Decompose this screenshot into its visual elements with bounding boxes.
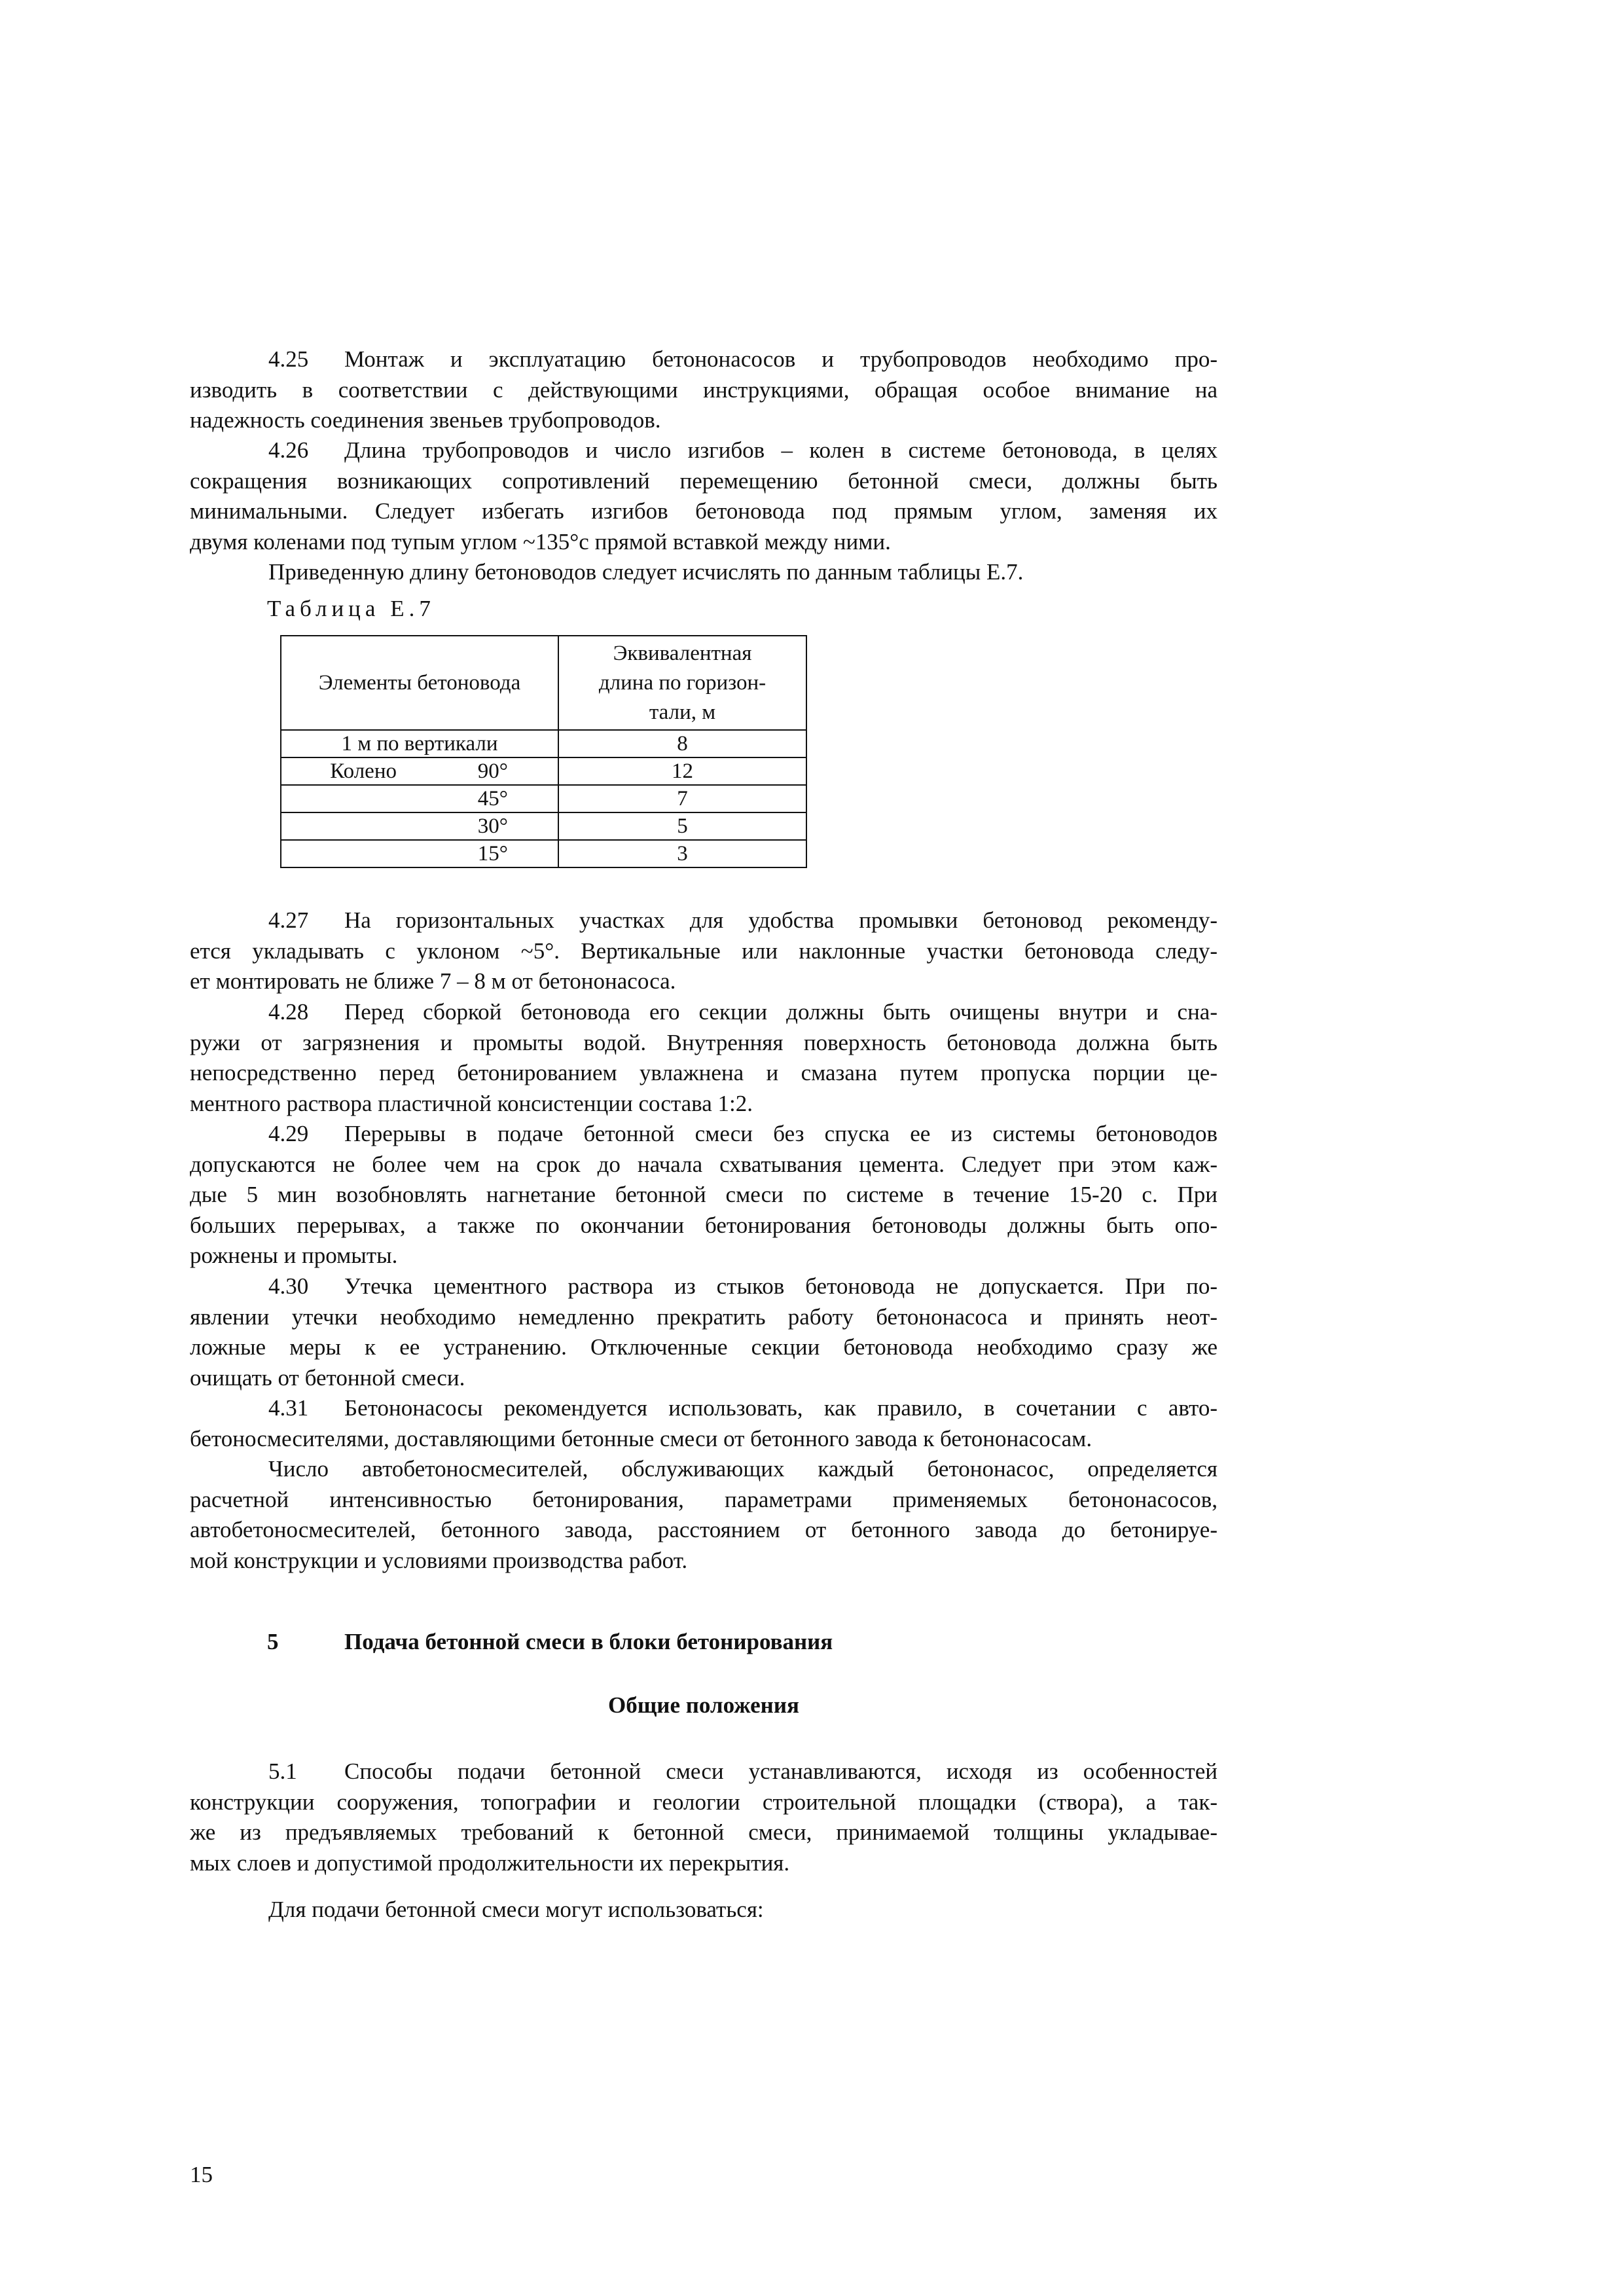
text-line: Число автобетоносмесителей, обслуживающих каждый бетононасос, определяется xyxy=(268,1456,1218,1482)
page-number: 15 xyxy=(190,2162,213,2187)
text-line: минимальными. Следует избегать изгибов бетоновода под прямым углом, заменяя их xyxy=(190,498,1218,524)
text-line: Приведенную длину бетоноводов следует исчислять по данным таблицы Е.7. xyxy=(268,559,1024,585)
text-line: надежность соединения звеньев трубопроводов. xyxy=(190,407,661,433)
text-line: же из предъявляемых требований к бетонной смеси, принимаемой толщины укладывае- xyxy=(190,1819,1218,1845)
table-row xyxy=(281,757,806,785)
table-row xyxy=(281,812,806,840)
paragraph-4-25 xyxy=(190,344,1218,436)
text-line: конструкции сооружения, топографии и геологии строительной площадки (створа), а так- xyxy=(190,1789,1218,1815)
text-line: явлении утечки необходимо немедленно прекратить работу бетононасоса и принять неот- xyxy=(190,1303,1218,1330)
paragraph-4-28 xyxy=(190,997,1218,1119)
clause-number: 4.25 xyxy=(268,346,309,372)
clause-number: 4.30 xyxy=(268,1273,309,1299)
paragraph-4-26 xyxy=(190,435,1218,557)
text-line: очищать от бетонной смеси. xyxy=(190,1364,465,1391)
section-title: Подача бетонной смеси в блоки бетонирования xyxy=(344,1629,833,1654)
table-cell: 30° xyxy=(281,812,558,840)
text-line: сокращения возникающих сопротивлений перемещению бетонной смеси, должны быть xyxy=(190,467,1218,494)
table-cell: 3 xyxy=(558,840,806,867)
table-cell: 7 xyxy=(558,785,806,812)
paragraph-4-29 xyxy=(190,1119,1218,1271)
table-row xyxy=(281,730,806,757)
paragraph-4-30 xyxy=(190,1271,1218,1393)
text-line: ет монтировать не ближе 7 – 8 м от бетононасоса. xyxy=(190,968,676,994)
paragraph-4-31-continued xyxy=(190,1454,1218,1576)
table-cell: 45° xyxy=(281,785,558,812)
table-caption: Таблица Е.7 xyxy=(267,596,435,621)
clause-number: 4.27 xyxy=(268,907,309,933)
text-line: рожнены и промыты. xyxy=(190,1243,398,1268)
text-line: Монтаж и эксплуатацию бетононасосов и трубопроводов необходимо про- xyxy=(344,346,1218,372)
text-line: мых слоев и допустимой продолжительности их перекрытия. xyxy=(190,1850,790,1876)
table-cell: 1 м по вертикали xyxy=(281,730,558,757)
clause-number: 5.1 xyxy=(268,1758,297,1784)
text-line: На горизонтальных участках для удобства промывки бетоновод рекоменду- xyxy=(344,907,1218,933)
table-header-row xyxy=(281,636,806,730)
paragraph-4-27 xyxy=(190,905,1218,997)
text-line: двумя коленами под тупым углом ~135°с прямой вставкой между ними. xyxy=(190,528,891,555)
table-cell: 5 xyxy=(558,812,806,840)
text-line: дые 5 мин возобновлять нагнетание бетонной смеси по системе в течение 15-20 с. При xyxy=(190,1182,1218,1207)
paragraph-4-31 xyxy=(190,1393,1218,1454)
table-cell: 8 xyxy=(558,730,806,757)
table-cell: 15° xyxy=(281,840,558,867)
section-number: 5 xyxy=(267,1629,279,1654)
text-line: Для подачи бетонной смеси могут использоваться: xyxy=(268,1897,764,1922)
text-line: Перед сборкой бетоновода его секции должны быть очищены внутри и сна- xyxy=(344,999,1218,1025)
clause-number: 4.26 xyxy=(268,437,309,463)
text-line: мой конструкции и условиями производства работ. xyxy=(190,1547,688,1573)
text-line: расчетной интенсивностью бетонирования, параметрами применяемых бетононасосов, xyxy=(190,1486,1218,1512)
header-cell-length: Эквивалентная длина по горизон- тали, м xyxy=(558,636,806,730)
text-line: Бетононасосы рекомендуется использовать, как правило, в сочетании с авто- xyxy=(344,1395,1218,1421)
table-cell: Колено 90° xyxy=(281,757,558,785)
text-line: бетоносмесителями, доставляющими бетонные смеси от бетонного завода к бетононасосам. xyxy=(190,1425,1092,1451)
table-row xyxy=(281,785,806,812)
table-cell: 12 xyxy=(558,757,806,785)
text-line: изводить в соответствии с действующими инструкциями, обращая особое внимание на xyxy=(190,376,1218,403)
clause-number: 4.31 xyxy=(268,1395,309,1421)
equivalent-length-table xyxy=(280,635,807,868)
text-line: Способы подачи бетонной смеси устанавливаются, исходя из особенностей xyxy=(344,1758,1218,1784)
text-line: автобетоносмесителей, бетонного завода, расстоянием от бетонного завода до бетонируе- xyxy=(190,1517,1218,1542)
text-line: ложные меры к ее устранению. Отключенные секции бетоновода необходимо сразу же xyxy=(190,1334,1218,1360)
text-line: непосредственно перед бетонированием увлажнена и смазана путем пропуска порции це- xyxy=(190,1060,1218,1085)
text-line: Перерывы в подаче бетонной смеси без спуска ее из системы бетоноводов xyxy=(344,1121,1218,1146)
text-line: ментного раствора пластичной консистенции состава 1:2. xyxy=(190,1090,753,1116)
table-row xyxy=(281,840,806,867)
paragraph-5-1 xyxy=(190,1757,1218,1878)
text-line: Утечка цементного раствора из стыков бетоновода не допускается. При по- xyxy=(344,1273,1218,1299)
subheading: Общие положения xyxy=(608,1692,799,1718)
text-line: ется укладывать с уклоном ~5°. Вертикальные или наклонные участки бетоновода следу- xyxy=(190,938,1218,964)
clause-number: 4.29 xyxy=(268,1121,309,1146)
clause-number: 4.28 xyxy=(268,999,309,1025)
text-line: ружи от загрязнения и промыты водой. Внутренняя поверхность бетоновода должна быть xyxy=(190,1029,1218,1055)
paragraph-5-1-list-intro xyxy=(190,1895,1218,1925)
paragraph-4-26-table-ref xyxy=(190,557,1218,588)
text-line: больших перерывах, а также по окончании бетонирования бетоноводы должны быть опо- xyxy=(190,1212,1218,1238)
text-line: Длина трубопроводов и число изгибов – колен в системе бетоновода, в целях xyxy=(344,437,1218,463)
header-cell-elements: Элементы бетоновода xyxy=(281,636,558,730)
text-line: допускаются не более чем на срок до начала схватывания цемента. Следует при этом каж- xyxy=(190,1151,1218,1177)
